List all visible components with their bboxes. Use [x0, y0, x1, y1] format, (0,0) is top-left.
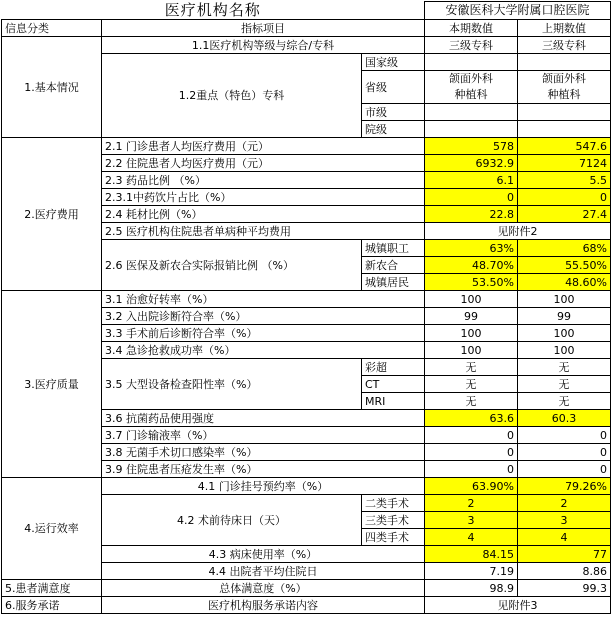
value-previous[interactable]: 3	[518, 512, 611, 529]
specialty-line: 颌面外科	[542, 72, 586, 85]
table-row	[2, 580, 611, 597]
value-previous[interactable]: 79.26%	[518, 478, 611, 495]
specialty-line: 颌面外科	[449, 72, 493, 85]
sheet-title: 医疗机构名称	[2, 2, 425, 20]
indicator-2-3-1: 2.3.1中药饮片占比（%）	[102, 189, 425, 206]
sub-item: 三类手术	[362, 512, 425, 529]
sub-level-national: 国家级	[362, 54, 425, 71]
table-row	[2, 37, 611, 54]
sub-item: CT	[362, 376, 425, 393]
value-previous[interactable]: 5.5	[518, 172, 611, 189]
value-previous[interactable]	[518, 104, 611, 121]
value-previous[interactable]: 2	[518, 495, 611, 512]
indicator-3-3: 3.3 手术前后诊断符合率（%）	[102, 325, 425, 342]
value-current[interactable]: 100	[425, 342, 518, 359]
attachment-ref[interactable]: 见附件3	[425, 597, 611, 614]
attachment-ref[interactable]: 见附件2	[425, 223, 611, 240]
value-current[interactable]: 22.8	[425, 206, 518, 223]
sub-item: 新农合	[362, 257, 425, 274]
value-previous[interactable]	[518, 71, 611, 104]
value-previous[interactable]: 0	[518, 444, 611, 461]
indicator-2-5: 2.5 医疗机构住院患者单病种平均费用	[102, 223, 425, 240]
header-indicator: 指标项目	[102, 20, 425, 37]
indicator-3-4: 3.4 急诊抢救成功率（%）	[102, 342, 425, 359]
value-current[interactable]: 578	[425, 138, 518, 155]
indicator-1-2: 1.2重点（特色）专科	[102, 54, 362, 138]
table-row	[2, 291, 611, 308]
value-previous[interactable]: 99.3	[518, 580, 611, 597]
indicator-3-2: 3.2 入出院诊断符合率（%）	[102, 308, 425, 325]
value-current[interactable]: 98.9	[425, 580, 518, 597]
spreadsheet	[1, 1, 611, 619]
indicator-2-6: 2.6 医保及新农合实际报销比例 （%）	[102, 240, 362, 291]
table-row	[2, 478, 611, 495]
sub-item: 四类手术	[362, 529, 425, 546]
value-current[interactable]	[425, 121, 518, 138]
value-previous[interactable]: 0	[518, 189, 611, 206]
indicator-3-5: 3.5 大型设备检查阳性率（%）	[102, 359, 362, 410]
value-previous[interactable]: 547.6	[518, 138, 611, 155]
value-current[interactable]: 63.90%	[425, 478, 518, 495]
table-row	[2, 597, 611, 614]
sub-level-province: 省级	[362, 71, 425, 104]
indicator-2-4: 2.4 耗材比例（%）	[102, 206, 425, 223]
indicator-4-3: 4.3 病床使用率（%）	[102, 546, 425, 563]
sub-level-hospital: 院级	[362, 121, 425, 138]
value-previous[interactable]: 0	[518, 427, 611, 444]
value-previous[interactable]: 100	[518, 342, 611, 359]
value-current[interactable]: 63%	[425, 240, 518, 257]
sub-item: 城镇居民	[362, 274, 425, 291]
value-current[interactable]: 3	[425, 512, 518, 529]
category-quality: 3.医疗质量	[2, 291, 102, 478]
value-previous[interactable]: 68%	[518, 240, 611, 257]
value-current[interactable]: 84.15	[425, 546, 518, 563]
value-current[interactable]: 0	[425, 461, 518, 478]
sub-level-city: 市级	[362, 104, 425, 121]
category-cost: 2.医疗费用	[2, 138, 102, 291]
value-previous[interactable]: 7124	[518, 155, 611, 172]
value-current[interactable]: 三级专科	[425, 37, 518, 54]
category-basic: 1.基本情况	[2, 37, 102, 138]
value-previous[interactable]: 100	[518, 325, 611, 342]
value-previous[interactable]: 无	[518, 359, 611, 376]
value-previous[interactable]	[518, 121, 611, 138]
value-previous[interactable]: 100	[518, 291, 611, 308]
sub-item: MRI	[362, 393, 425, 410]
value-current[interactable]: 2	[425, 495, 518, 512]
value-current[interactable]	[425, 71, 518, 104]
indicator-3-6: 3.6 抗菌药品使用强度	[102, 410, 425, 427]
value-current[interactable]: 53.50%	[425, 274, 518, 291]
sub-item: 二类手术	[362, 495, 425, 512]
sub-item: 城镇职工	[362, 240, 425, 257]
value-previous[interactable]: 4	[518, 529, 611, 546]
value-previous[interactable]: 99	[518, 308, 611, 325]
value-current[interactable]: 0	[425, 444, 518, 461]
value-previous[interactable]: 48.60%	[518, 274, 611, 291]
value-current[interactable]: 99	[425, 308, 518, 325]
category-service: 6.服务承诺	[2, 597, 102, 614]
value-previous[interactable]: 无	[518, 393, 611, 410]
value-current[interactable]: 0	[425, 189, 518, 206]
value-current[interactable]: 100	[425, 325, 518, 342]
value-current[interactable]: 7.19	[425, 563, 518, 580]
value-previous[interactable]: 27.4	[518, 206, 611, 223]
category-efficiency: 4.运行效率	[2, 478, 102, 580]
value-current[interactable]: 4	[425, 529, 518, 546]
header-category: 信息分类	[2, 20, 102, 37]
value-previous[interactable]: 无	[518, 376, 611, 393]
sub-item: 彩超	[362, 359, 425, 376]
value-previous[interactable]: 0	[518, 461, 611, 478]
hospital-info-table	[1, 1, 611, 614]
indicator-4-4: 4.4 出院者平均住院日	[102, 563, 425, 580]
value-current[interactable]: 0	[425, 427, 518, 444]
indicator-2-3: 2.3 药品比例 （%）	[102, 172, 425, 189]
value-current[interactable]: 无	[425, 393, 518, 410]
category-satisfaction: 5.患者满意度	[2, 580, 102, 597]
value-previous[interactable]	[518, 54, 611, 71]
indicator-6-1: 医疗机构服务承诺内容	[102, 597, 425, 614]
value-previous[interactable]: 8.86	[518, 563, 611, 580]
value-current[interactable]: 6.1	[425, 172, 518, 189]
value-previous[interactable]: 77	[518, 546, 611, 563]
indicator-5-1: 总体满意度（%）	[102, 580, 425, 597]
indicator-3-9: 3.9 住院患者压疮发生率（%）	[102, 461, 425, 478]
indicator-4-1: 4.1 门诊挂号预约率（%）	[102, 478, 425, 495]
title-row	[2, 2, 611, 20]
value-current[interactable]: 100	[425, 291, 518, 308]
indicator-4-2: 4.2 术前待床日（天）	[102, 495, 362, 546]
hospital-name[interactable]: 安徽医科大学附属口腔医院	[425, 2, 611, 20]
indicator-3-7: 3.7 门诊输液率（%）	[102, 427, 425, 444]
indicator-2-2: 2.2 住院患者人均医疗费用（元）	[102, 155, 425, 172]
header-previous: 上期数值	[518, 20, 611, 37]
value-previous[interactable]: 60.3	[518, 410, 611, 427]
value-current[interactable]	[425, 54, 518, 71]
value-current[interactable]: 6932.9	[425, 155, 518, 172]
specialty-line: 种植科	[454, 88, 488, 101]
indicator-2-1: 2.1 门诊患者人均医疗费用（元）	[102, 138, 425, 155]
value-current[interactable]: 63.6	[425, 410, 518, 427]
value-current[interactable]: 无	[425, 359, 518, 376]
table-row	[2, 138, 611, 155]
value-current[interactable]	[425, 104, 518, 121]
value-current[interactable]: 无	[425, 376, 518, 393]
header-current: 本期数值	[425, 20, 518, 37]
indicator-1-1: 1.1医疗机构等级与综合/专科	[102, 37, 425, 54]
indicator-3-1: 3.1 治愈好转率（%）	[102, 291, 425, 308]
value-current[interactable]: 48.70%	[425, 257, 518, 274]
value-previous[interactable]: 55.50%	[518, 257, 611, 274]
indicator-3-8: 3.8 无菌手术切口感染率（%）	[102, 444, 425, 461]
specialty-line: 种植科	[547, 88, 581, 101]
value-previous[interactable]: 三级专科	[518, 37, 611, 54]
header-row	[2, 20, 611, 37]
